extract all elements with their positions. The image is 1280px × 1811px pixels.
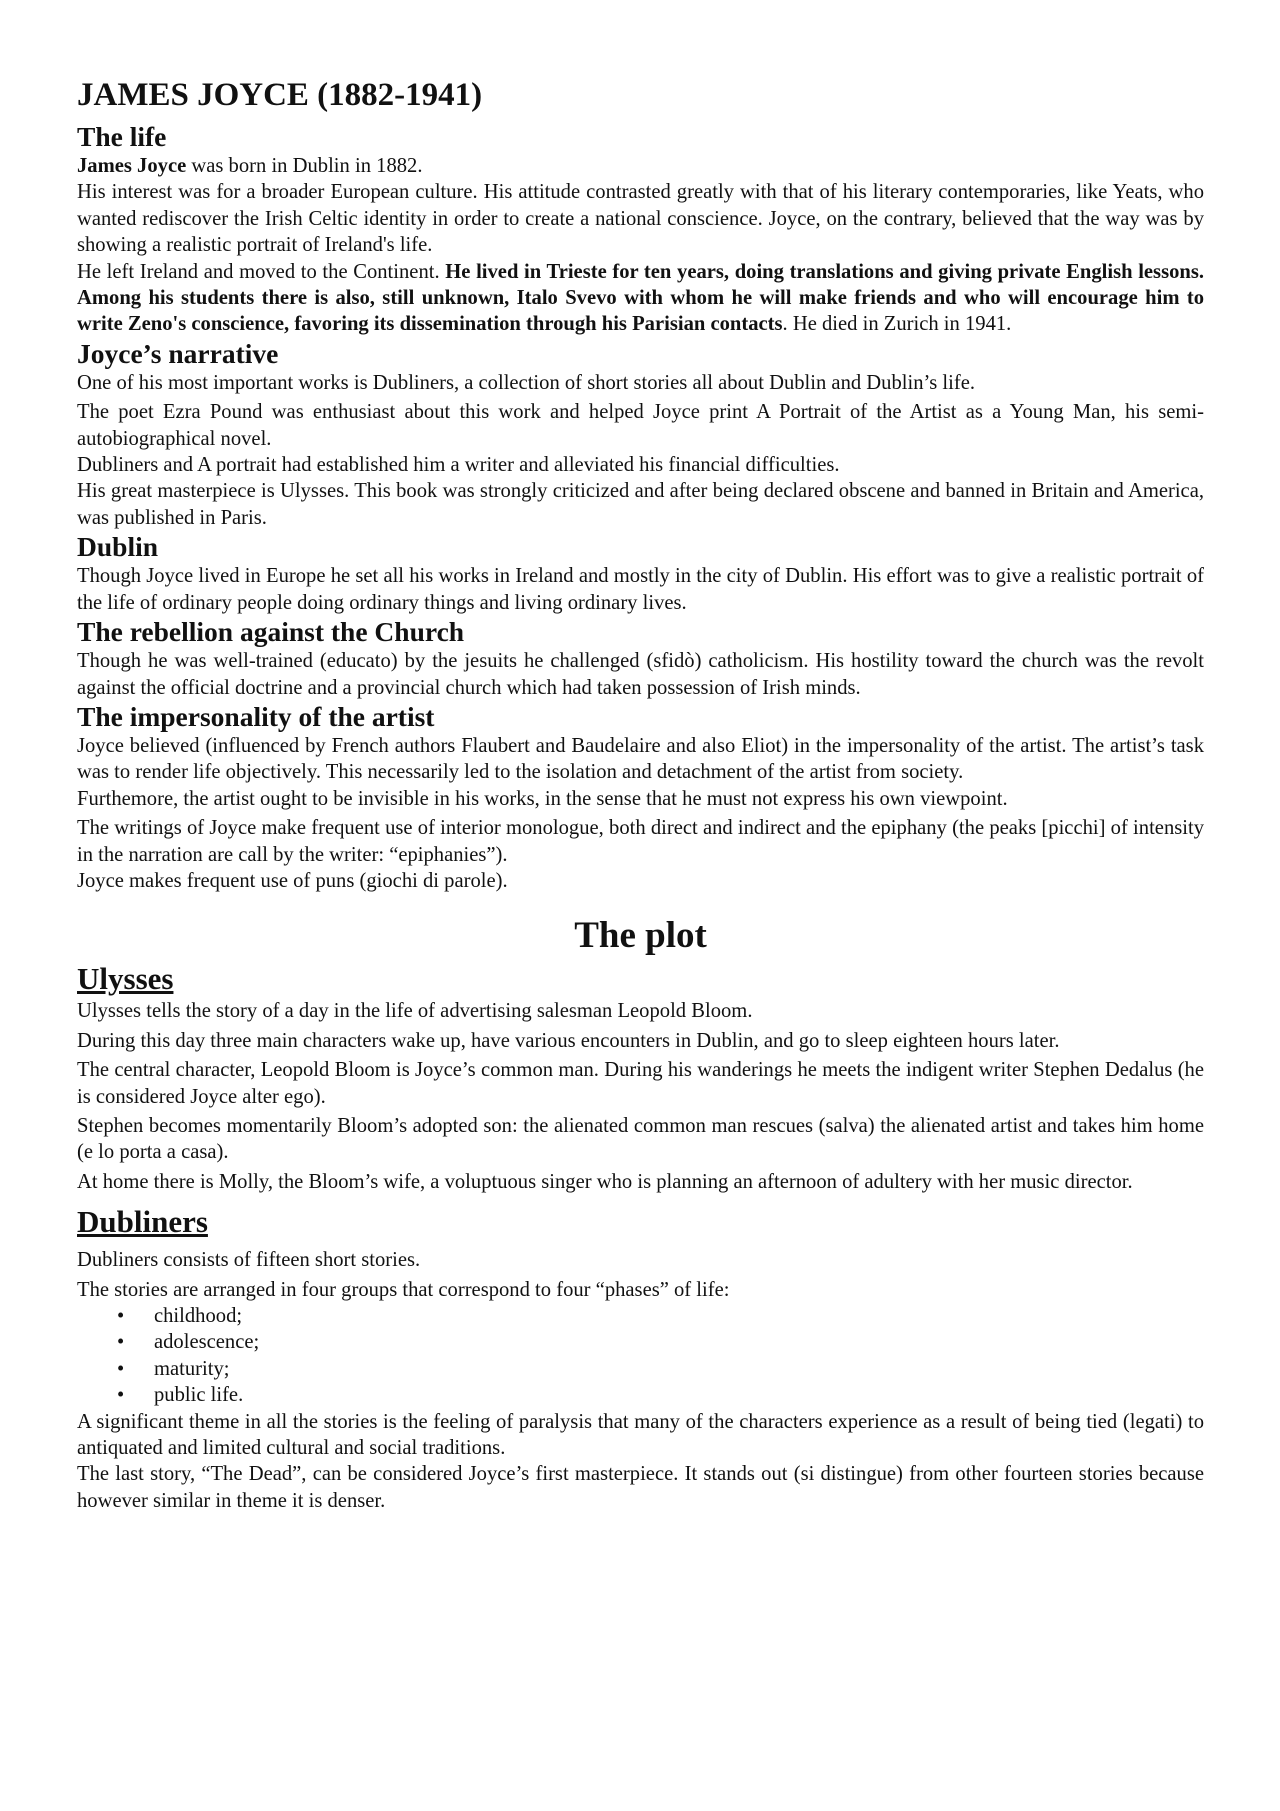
life-paragraph-3-bold: He lived in Trieste for ten years, doing translations and giving private English lessons. Among his students there is also, still unknown, Italo Svevo with whom he will make friends and who will encourage him to write Zeno's conscience, favoring its dissemination through his Parisian contacts <box>77 260 1205 336</box>
heading-ulysses: Ulysses <box>77 961 174 997</box>
narrative-paragraph-4: His great masterpiece is Ulysses. This book was strongly criticized and after being declared obscene and banned in Britain and America, was published in Paris. <box>77 480 1204 529</box>
ulysses-paragraph-2: During this day three main characters wake up, have various encounters in Dublin, and go to sleep eighteen hours later. <box>77 1029 1060 1052</box>
list-item: • adolescence; <box>154 1329 1204 1355</box>
life-paragraph-2: His interest was for a broader European culture. His attitude contrasted greatly with that of his literary contemporaries, like Yeats, who wanted rediscover the Irish Celtic identity in order to create a national conscience. Joyce, on the contrary, believed that the way was by showing a realistic portrait of Ireland's life. <box>77 181 1204 257</box>
heading-dubliners: Dubliners <box>77 1204 208 1240</box>
ulysses-paragraph-5: At home there is Molly, the Bloom’s wife, a voluptuous singer who is planning an afternoon of adultery with her music director. <box>77 1170 1133 1193</box>
heading-rebellion: The rebellion against the Church <box>77 616 465 648</box>
heading-the-life: The life <box>77 121 167 152</box>
document-title: JAMES JOYCE (1882-1941) <box>77 77 483 113</box>
life-paragraph-3 <box>77 259 1204 338</box>
heading-impersonality: The impersonality of the artist <box>77 700 435 732</box>
heading-joyces-narrative: Joyce’s narrative <box>77 337 279 369</box>
author-name: James Joyce <box>77 155 187 177</box>
dubliners-paragraph-2: The stories are arranged in four groups that correspond to four “phases” of life: <box>77 1278 730 1301</box>
ulysses-paragraph-4: Stephen becomes momentarily Bloom’s adopted son: the alienated common man rescues (salva) the alienated artist and takes him home (e lo porta a casa). <box>77 1114 1204 1164</box>
phases-list <box>77 1303 1204 1409</box>
life-paragraph-1-text: was born in Dublin in 1882. <box>186 155 423 177</box>
narrative-paragraph-1: One of his most important works is Dubliners, a collection of short stories all about Dublin and Dublin’s life. <box>77 371 975 394</box>
dublin-paragraph-1: Though Joyce lived in Europe he set all his works in Ireland and mostly in the city of Dublin. His effort was to give a realistic portrait of the life of ordinary people doing ordinary things and living ordinary lives. <box>77 565 1204 614</box>
impersonality-paragraph-1: Joyce believed (influenced by French authors Flaubert and Baudelaire and also Eliot) in the impersonality of the artist. The artist’s task was to render life objectively. This necessarily led to the isolation and detachment of the artist from society. <box>77 734 1204 784</box>
heading-the-plot: The plot <box>574 915 707 957</box>
list-item: • maturity; <box>154 1356 1204 1382</box>
dubliners-paragraph-3: A significant theme in all the stories is the feeling of paralysis that many of the characters experience as a result of being tied (legati) to antiquated and limited cultural and social traditions. <box>77 1410 1204 1460</box>
ulysses-paragraph-3: The central character, Leopold Bloom is Joyce’s common man. During his wanderings he meets the indigent writer Stephen Dedalus (he is considered Joyce alter ego). <box>77 1059 1204 1108</box>
life-paragraph-3-start: He left Ireland and moved to the Continent. <box>77 260 446 283</box>
narrative-paragraph-2: The poet Ezra Pound was enthusiast about this work and helped Joyce print A Portrait of the Artist as a Young Man, his semi-autobiographical novel. <box>77 401 1204 450</box>
dubliners-paragraph-4: The last story, “The Dead”, can be considered Joyce’s first masterpiece. It stands out (si distingue) from other fourteen stories because however similar in theme it is denser. <box>77 1463 1204 1512</box>
dubliners-paragraph-1: Dubliners consists of fifteen short stories. <box>77 1249 421 1272</box>
life-paragraph-3-end: . He died in Zurich in 1941. <box>782 313 1012 336</box>
life-paragraph-1 <box>77 153 1204 179</box>
narrative-paragraph-3: Dubliners and A portrait had established him a writer and alleviated his financial difficulties. <box>77 454 840 477</box>
heading-dublin: Dublin <box>77 531 159 563</box>
rebellion-paragraph-1: Though he was well-trained (educato) by the jesuits he challenged (sfidò) catholicism. His hostility toward the church was the revolt against the official doctrine and a provincial church which had taken possession of Irish minds. <box>77 650 1204 699</box>
list-item: • public life. <box>154 1382 1204 1408</box>
impersonality-paragraph-3: The writings of Joyce make frequent use of interior monologue, both direct and indirect and the epiphany (the peaks [picchi] of intensity in the narration are call by the writer: “epiphanies”). <box>77 817 1204 866</box>
ulysses-paragraph-1: Ulysses tells the story of a day in the life of advertising salesman Leopold Bloom. <box>77 1000 753 1023</box>
list-item: • childhood; <box>154 1303 1204 1329</box>
impersonality-paragraph-4: Joyce makes frequent use of puns (giochi di parole). <box>77 869 508 892</box>
impersonality-paragraph-2: Furthemore, the artist ought to be invisible in his works, in the sense that he must not express his own viewpoint. <box>77 787 1008 810</box>
